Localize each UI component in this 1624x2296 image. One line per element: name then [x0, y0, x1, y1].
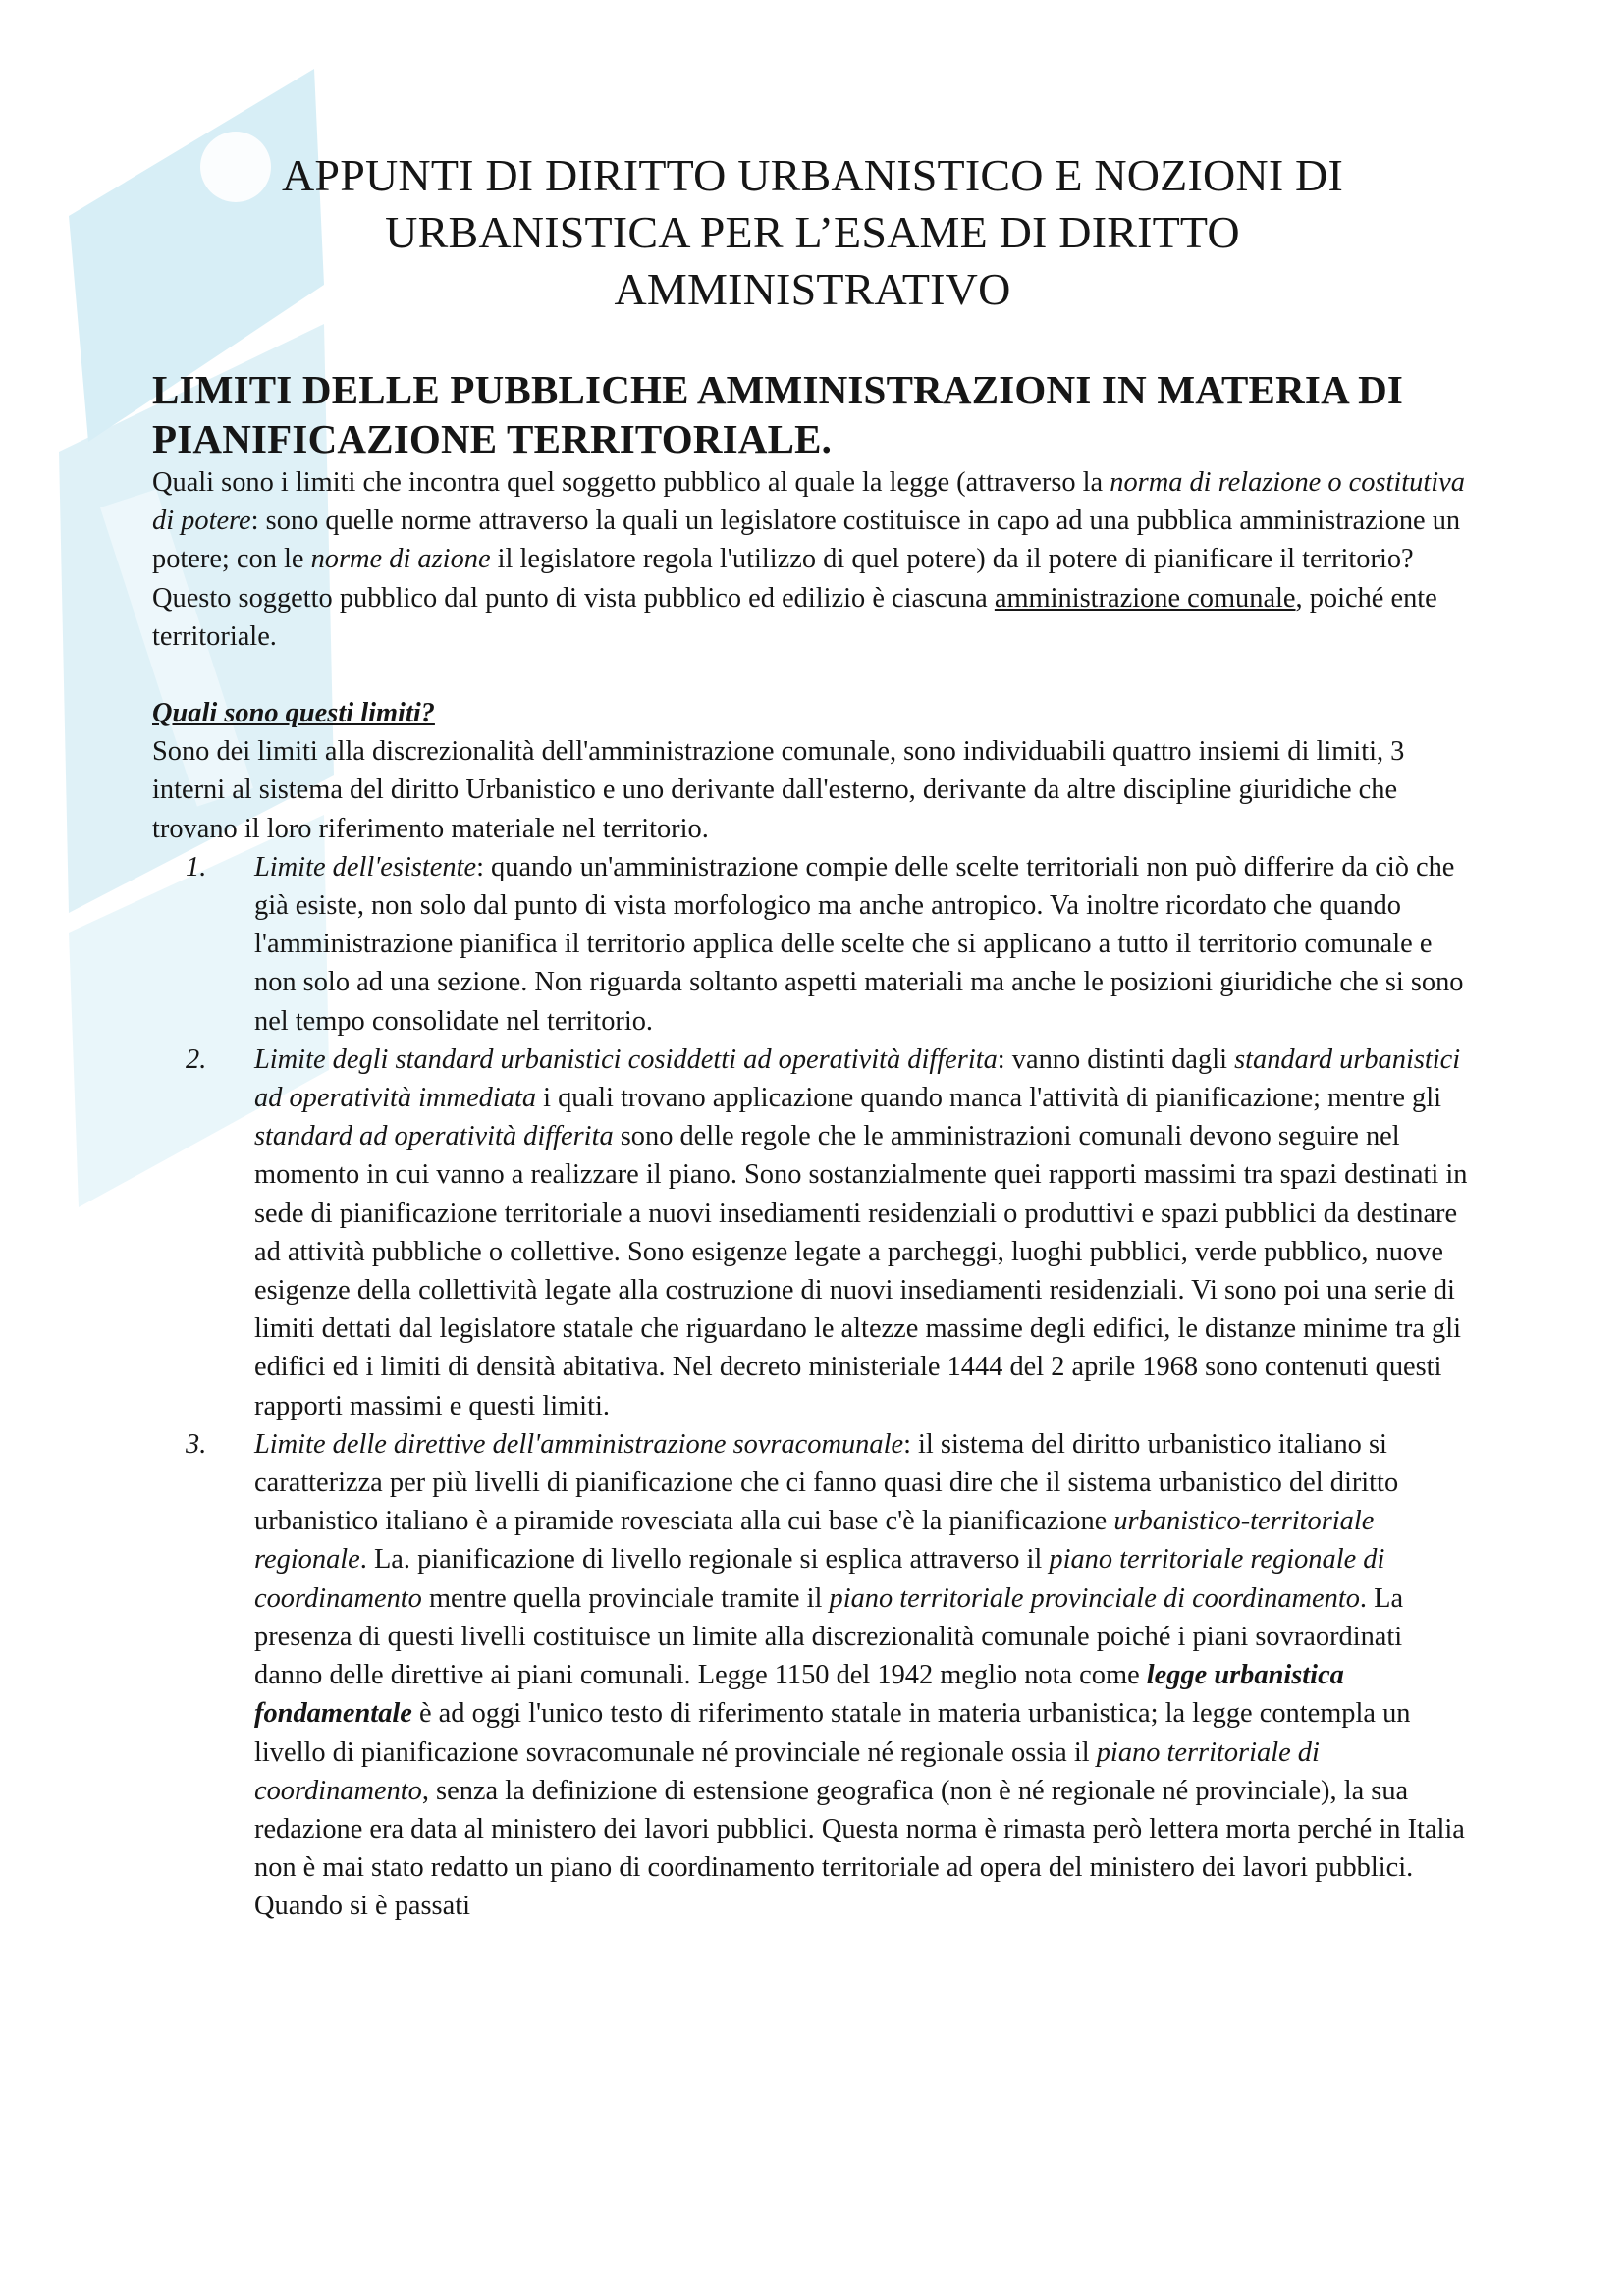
list-number: 2.	[186, 1043, 207, 1075]
section-heading	[152, 365, 1473, 463]
limits-list	[152, 848, 1473, 1926]
limits-subheading: Quali sono questi limiti?	[152, 698, 435, 729]
list-number: 1.	[186, 851, 207, 882]
list-item: 3. Limite delle direttive dell'amministrazione sovracomunale: il sistema del diritto urbanistico italiano si caratterizza per più livelli di pianificazione che ci fanno quasi dire che il sistema urbanistico del diritto urbanistico italiano è a piramide rovesciata alla cui base c'è la pianificazione urbanistico-territoriale regionale. La. pianificazione di livello regionale si esplica attraverso il piano territoriale regionale di coordinamento mentre quella provinciale tramite il piano territoriale provinciale di coordinamento. La presenza di questi livelli costituisce un limite alla discrezionalità comunale poiché i piani sovraordinati danno delle direttive ai piani comunali. Legge 1150 del 1942 meglio nota come legge urbanistica fondamentale è ad oggi l'unico testo di riferimento statale in materia urbanistica; la legge contempla un livello di pianificazione sovracomunale né provinciale né regionale ossia il piano territoriale di coordinamento, senza la definizione di estensione geografica (non è né regionale né provinciale), la sua redazione era data al ministero dei lavori pubblici. Questa norma è rimasta però lettera morta perché in Italia non è mai stato redatto un piano di coordinamento territoriale ad opera del ministero dei lavori pubblici. Quando si è passati	[152, 1425, 1473, 1926]
list-item-lead: Limite delle direttive dell'amministrazione sovracomunale	[254, 1428, 904, 1460]
document-title	[152, 147, 1473, 318]
document-page	[152, 147, 1473, 1926]
intro-paragraph: Quali sono i limiti che incontra quel soggetto pubblico al quale la legge (attraverso la norma di relazione o costitutiva di potere: sono quelle norme attraverso la quali un legislatore costituisce in capo ad una pubblica amministrazione un potere; con le norme di azione il legislatore regola l'utilizzo di quel potere) da il potere di pianificare il territorio? Questo soggetto pubblico dal punto di vista pubblico ed edilizio è ciascuna amministrazione comunale, poiché ente territoriale.	[152, 467, 1465, 652]
title-line: AMMINISTRATIVO	[614, 264, 1011, 314]
list-item-lead: Limite dell'esistente	[254, 851, 477, 882]
bold-term: legge urbanistica fondamentale	[254, 1660, 1344, 1730]
list-item: 1. Limite dell'esistente: quando un'amministrazione compie delle scelte territoriali non può differire da ciò che già esiste, non solo dal punto di vista morfologico ma anche antropico. Va inoltre ricordato che quando l'amministrazione pianifica il territorio applica delle scelte che si applicano a tutto il territorio comunale e non solo ad una sezione. Non riguarda soltanto aspetti materiali ma anche le posizioni giuridiche che si sono nel tempo consolidate nel territorio.	[152, 848, 1473, 1041]
title-line: URBANISTICA PER L’ESAME DI DIRITTO	[385, 207, 1240, 257]
list-item: 2. Limite degli standard urbanistici cosiddetti ad operatività differita: vanno distinti dagli standard urbanistici ad operatività immediata i quali trovano applicazione quando manca l'attività di pianificazione; mentre gli standard ad operatività differita sono delle regole che le amministrazioni comunali devono seguire nel momento in cui vanno a realizzare il piano. Sono sostanzialmente quei rapporti massimi tra spazi destinati in sede di pianificazione territoriale a nuovi insediamenti residenziali o produttivi e spazi pubblici da destinare ad attività pubbliche o collettive. Sono esigenze legate a parcheggi, luoghi pubblici, verde pubblico, nuove esigenze della collettività legate alla costruzione di nuovi insediamenti residenziali. Vi sono poi una serie di limiti dettati dal legislatore statale che riguardano le altezze massime degli edifici, le distanze minime tra gli edifici ed i limiti di densità abitativa. Nel decreto ministeriale 1444 del 2 aprile 1968 sono contenuti questi rapporti massimi e questi limiti.	[152, 1041, 1473, 1425]
underlined-term: amministrazione comunale	[994, 582, 1296, 614]
heading-line: LIMITI DELLE PUBBLICHE AMMINISTRAZIONI IN MATERIA DI	[152, 367, 1404, 412]
limits-intro-paragraph: Sono dei limiti alla discrezionalità dell'amministrazione comunale, sono individuabili quattro insiemi di limiti, 3 interni al sistema del diritto Urbanistico e uno derivante dall'esterno, derivante da altre discipline giuridiche che trovano il loro riferimento materiale nel territorio.	[152, 736, 1405, 844]
title-line: APPUNTI DI DIRITTO URBANISTICO E NOZIONI DI	[282, 150, 1343, 200]
heading-line: PIANIFICAZIONE TERRITORIALE.	[152, 416, 833, 461]
list-item-lead: Limite degli standard urbanistici cosiddetti ad operatività differita	[254, 1043, 998, 1075]
list-number: 3.	[186, 1428, 207, 1460]
